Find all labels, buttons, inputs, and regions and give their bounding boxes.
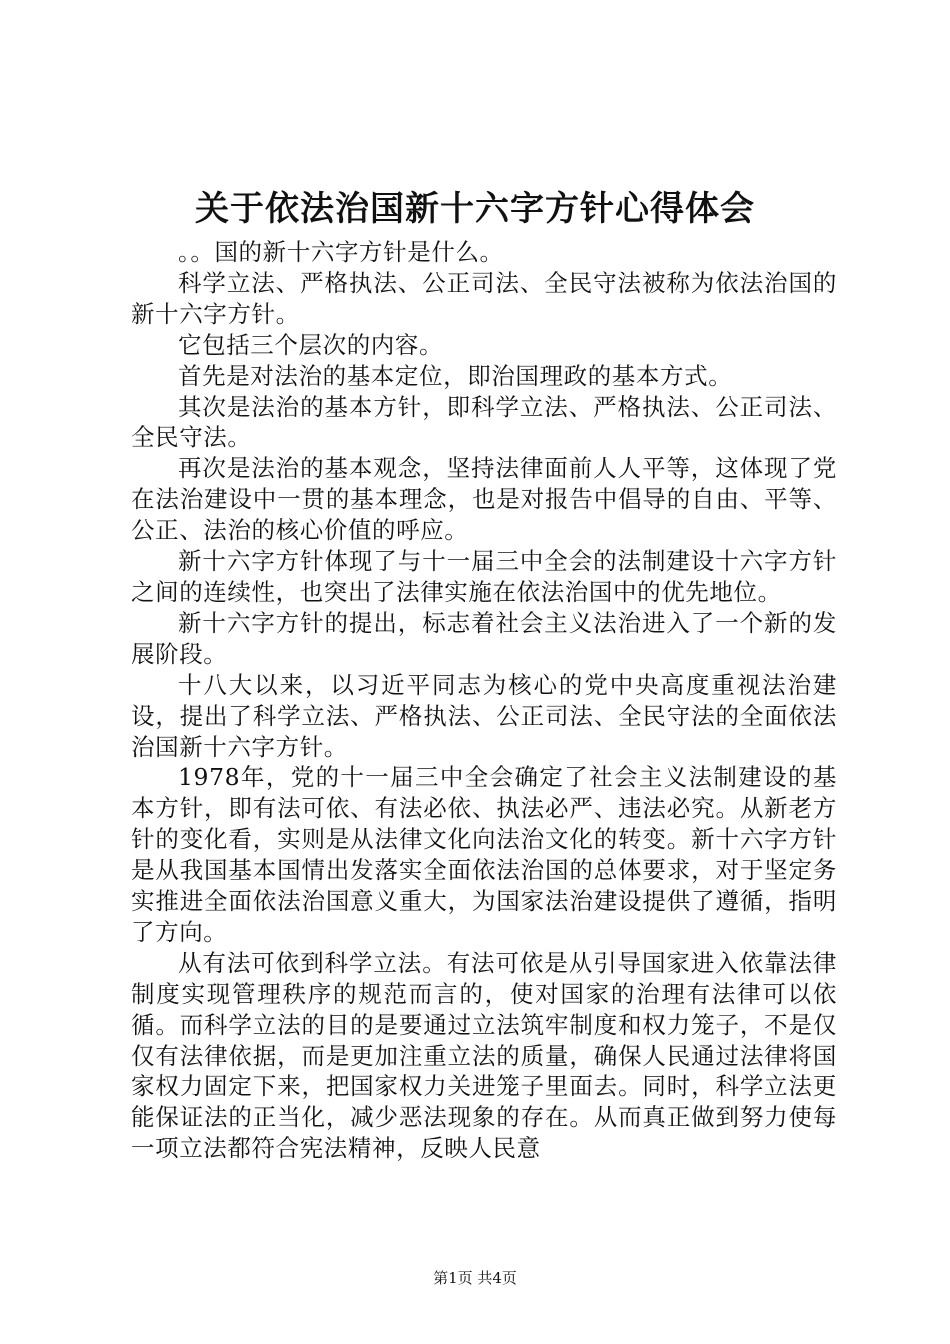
document-body xyxy=(131,237,837,1164)
paragraph-6: 再次是法治的基本观念，坚持法律面前人人平等，这体现了党在法治建设中一贯的基本理念，也是对报告中倡导的自由、平等、公正、法治的核心价值的呼应。 xyxy=(131,454,837,545)
paragraph-8: 新十六字方针的提出，标志着社会主义法治进入了一个新的发展阶段。 xyxy=(131,608,837,668)
paragraph-7: 新十六字方针体现了与十一届三中全会的法制建设十六字方针之间的连续性，也突出了法律实施在依法治国中的优先地位。 xyxy=(131,547,837,606)
paragraph-1: 。。国的新十六字方针是什么。 xyxy=(178,238,504,266)
page-footer: 第1页 共4页 xyxy=(433,1269,517,1287)
paragraph-9: 十八大以来，以习近平同志为核心的党中央高度重视法治建设，提出了科学立法、严格执法、公正司法、全民守法的全面依法治国新十六字方针。 xyxy=(131,670,837,761)
paragraph-3: 它包括三个层次的内容。 xyxy=(178,330,444,359)
paragraph-10: 1978年，党的十一届三中全会确定了社会主义法制建设的基本方针，即有法可依、有法必依、执法必严、违法必究。从新老方针的变化看，实则是从法律文化向法治文化的转变。新十六字方针是从我国基本国情出发落实全面依法治国的总体要求，对于坚定务实推进全面依法治国意义重大，为国家法治建设提供了遵循，指明了方向。 xyxy=(131,763,837,946)
document-title: 关于依法治国新十六字方针心得体会 xyxy=(195,189,755,229)
paragraph-2: 科学立法、严格执法、公正司法、全民守法被称为依法治国的新十六字方针。 xyxy=(131,268,837,328)
paragraph-11: 从有法可依到科学立法。有法可依是从引导国家进入依靠法律制度实现管理秩序的规范而言的，使对国家的治理有法律可以依循。而科学立法的目的是要通过立法筑牢制度和权力笼子，不是仅仅有法律依据，而是更加注重立法的质量，确保人民通过法律将国家权力固定下来，把国家权力关进笼子里面去。同时，科学立法更能保证法的正当化，减少恶法现象的存在。从而真正做到努力使每一项立法都符合宪法精神，反映人民意 xyxy=(131,948,837,1163)
paragraph-4: 首先是对法治的基本定位，即治国理政的基本方式。 xyxy=(178,361,733,390)
paragraph-5: 其次是法治的基本方针，即科学立法、严格执法、公正司法、全民守法。 xyxy=(131,392,837,452)
